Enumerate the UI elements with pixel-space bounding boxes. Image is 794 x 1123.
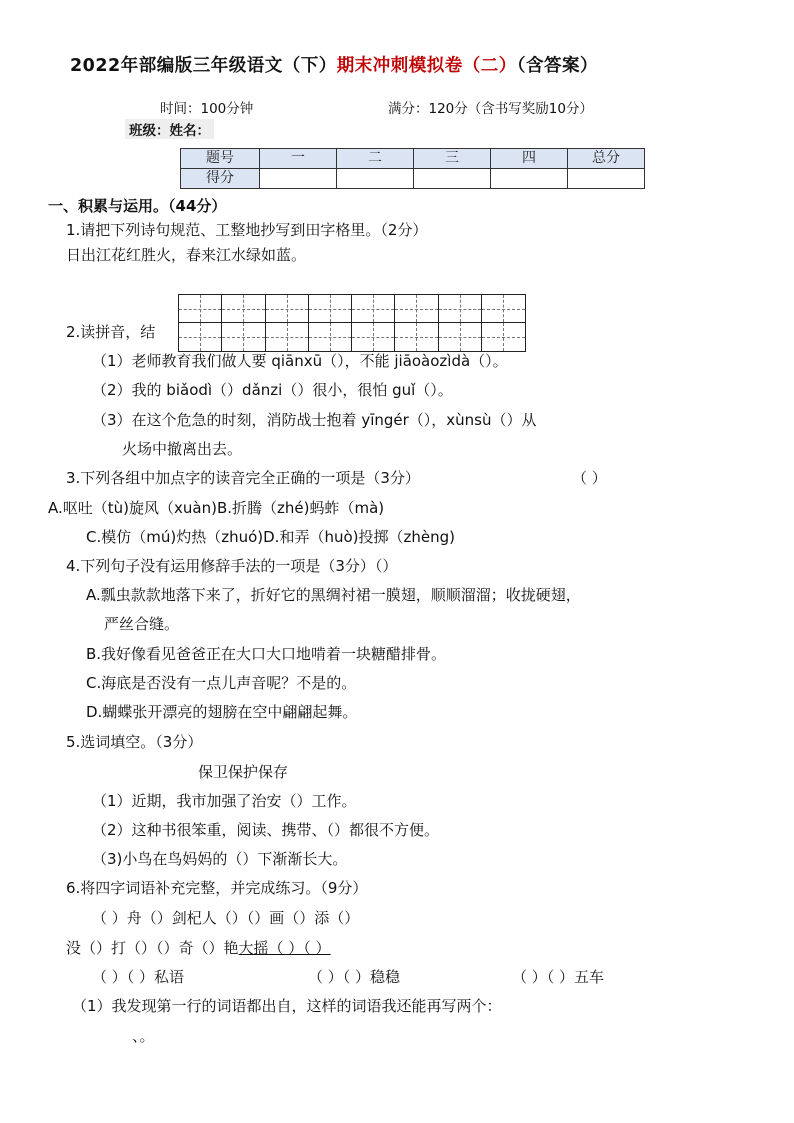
option-line: 严丝合缝。 — [104, 615, 180, 633]
title-suffix: （含答案） — [516, 56, 598, 76]
answer-blank[interactable]: （ ） — [572, 469, 607, 487]
question-2-item: （3）在这个危急的时刻，消防战士抱着 yīngér（），xùnsù（）从 — [92, 411, 537, 429]
question-6-sub: （1）我发现第一行的词语都出自，这样的词语我还能再写两个： — [72, 997, 502, 1015]
grid-cell[interactable] — [482, 295, 525, 323]
option-line: A.呕吐（tù)旋风（xuàn)B.折腾（zhé)蚂蚱（mà) — [48, 499, 385, 517]
score-entry-cell[interactable] — [491, 169, 568, 189]
score-entry-cell[interactable] — [337, 169, 414, 189]
score-table-cell: 题号 — [181, 149, 260, 169]
option-line: B.我好像看见爸爸正在大口大口地啃着一块糖醋排骨。 — [86, 645, 447, 663]
question-6-sub-blank: 、。 — [132, 1027, 155, 1045]
grid-cell[interactable] — [266, 323, 309, 351]
question-5-item: （2）这种书很笨重，阅读、携带、（）都很不方便。 — [92, 821, 440, 839]
score-table-cell: 四 — [491, 149, 568, 169]
option-line: D.蝴蝶张开漂亮的翅膀在空中翩翩起舞。 — [86, 703, 358, 721]
grid-cell[interactable] — [352, 323, 395, 351]
question-3: 3.下列各组中加点字的读音完全正确的一项是（3分） — [66, 469, 420, 487]
grid-cell[interactable] — [395, 323, 438, 351]
question-2-item: 火场中撤离出去。 — [122, 440, 243, 458]
exam-time: 时间：100分钟 — [160, 101, 254, 117]
grid-cell[interactable] — [179, 323, 222, 351]
idiom-item: （ ）（ ）五车 — [512, 968, 605, 986]
question-5-item: （3)小鸟在鸟妈妈的（）下渐渐长大。 — [92, 850, 348, 868]
grid-cell[interactable] — [309, 295, 352, 323]
question-6: 6.将四字词语补充完整，并完成练习。（9分） — [66, 879, 368, 897]
grid-cell[interactable] — [266, 295, 309, 323]
question-4: 4.下列句子没有运用修辞手法的一项是（3分）（） — [66, 557, 398, 575]
class-name-field: 班级：姓名： — [125, 119, 214, 139]
title-highlight: 期末冲刺模拟卷（二） — [336, 56, 517, 76]
grid-cell[interactable] — [439, 323, 482, 351]
grid-cell[interactable] — [222, 295, 265, 323]
score-entry-cell[interactable] — [414, 169, 491, 189]
section-heading: 一、积累与运用。（44分） — [48, 197, 227, 215]
score-entry-cell[interactable] — [260, 169, 337, 189]
score-entry-cell[interactable] — [568, 169, 645, 189]
question-2: 2.读拼音，结 — [66, 323, 156, 341]
grid-cell[interactable] — [439, 295, 482, 323]
grid-cell[interactable] — [395, 295, 438, 323]
score-table-cell: 得分 — [181, 169, 260, 189]
grid-cell[interactable] — [309, 323, 352, 351]
score-table-header-row — [181, 149, 645, 169]
option-line: A.瓢虫款款地落下来了，折好它的黑绸衬裙一膜翅，顺顺溜溜；收拢硬翅， — [86, 586, 581, 604]
question-2-item: （1）老师教育我们做人要 qiānxū（），不能 jiāoàozìdà（）。 — [92, 352, 508, 370]
score-table-score-row — [181, 169, 645, 189]
idiom-row: （ ）舟（）剑杞人（）（）画（）添（） — [92, 909, 360, 927]
score-table-cell: 总分 — [568, 149, 645, 169]
option-line: C.模仿（mú)灼热（zhuó)D.和弄（huò)投掷（zhèng) — [86, 528, 455, 546]
exam-full-score: 满分：120分（含书写奖励10分） — [388, 101, 593, 117]
score-table-cell: 一 — [260, 149, 337, 169]
question-1: 1.请把下列诗句规范、工整地抄写到田字格里。（2分） — [66, 221, 428, 239]
word-bank: 保卫保护保存 — [198, 763, 289, 781]
idiom-item: （ ）（ ）稳稳 — [308, 968, 401, 986]
question-2-item: （2）我的 biǎodì（）dǎnzi（）很小，很怕 guǐ（）。 — [92, 381, 453, 399]
grid-cell[interactable] — [179, 295, 222, 323]
question-5-item: （1）近期，我市加强了治安（）工作。 — [92, 792, 357, 810]
score-table — [180, 148, 645, 189]
option-line: C.海底是否没有一点儿声音呢？不是的。 — [86, 674, 357, 692]
grid-cell[interactable] — [482, 323, 525, 351]
idiom-row — [66, 937, 331, 958]
page-title — [70, 52, 598, 77]
grid-cell[interactable] — [222, 323, 265, 351]
question-5: 5.选词填空。（3分） — [66, 733, 203, 751]
idiom-row-part: 大摇（ ）（ ） — [238, 939, 331, 957]
poem-line: 日出江花红胜火，春来江水绿如蓝。 — [66, 246, 307, 264]
idiom-item: （ ）（ ）私语 — [92, 968, 185, 986]
idiom-row-part: 没（）打（）（）奇（）艳 — [66, 939, 239, 957]
tianzige-grid[interactable] — [178, 294, 526, 352]
title-main: 2022年部编版三年级语文（下） — [70, 56, 337, 76]
grid-cell[interactable] — [352, 295, 395, 323]
score-table-cell: 二 — [337, 149, 414, 169]
score-table-cell: 三 — [414, 149, 491, 169]
